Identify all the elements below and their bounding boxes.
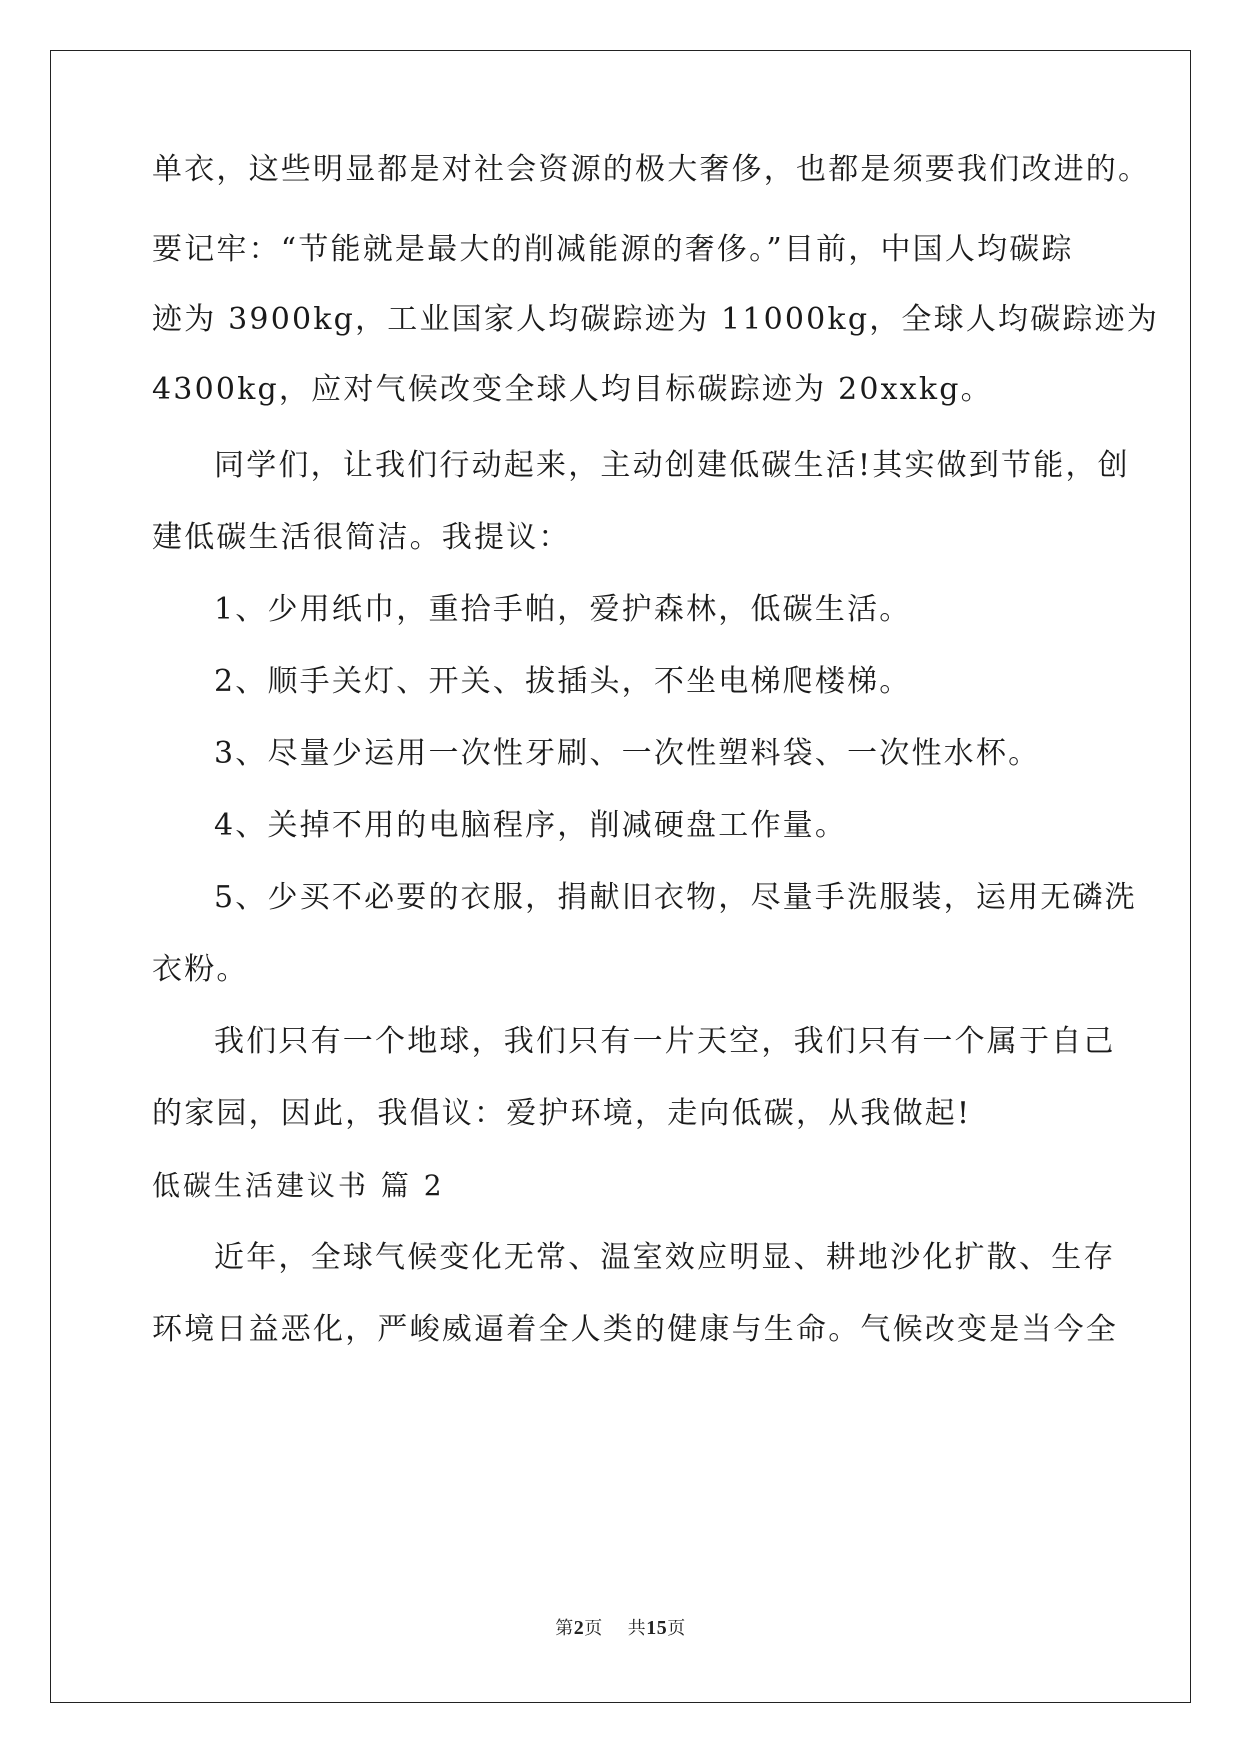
footer-prefix: 第 [555,1618,574,1639]
total-page-number: 15 [646,1617,668,1639]
list-item: 1、少用纸巾，重拾手帕，爱护森林，低碳生活。 [214,592,912,627]
text-line: 单衣，这些明显都是对社会资源的极大奢侈，也都是须要我们改进的。 [152,152,1151,187]
footer-mid: 页 共 [584,1618,647,1639]
footer-suffix: 页 [667,1618,686,1639]
list-item: 5、少买不必要的衣服，捐献旧衣物，尽量手洗服装，运用无磷洗 [214,880,1137,915]
paragraph-line: 近年，全球气候变化无常、温室效应明显、耕地沙化扩散、生存 [214,1240,1116,1275]
list-item: 3、尽量少运用一次性牙刷、一次性塑料袋、一次性水杯。 [214,736,1041,771]
text-line: 环境日益恶化，严峻威逼着全人类的健康与生命。气候改变是当今全 [152,1312,1118,1347]
text-line: 要记牢：“节能就是最大的削减能源的奢侈。”目前，中国人均碳踪 [152,232,1074,267]
page-frame [50,50,1191,1703]
list-item: 2、顺手关灯、开关、拔插头，不坐电梯爬楼梯。 [214,664,912,699]
current-page-number: 2 [573,1617,585,1639]
text-line: 的家园，因此，我倡议：爱护环境，走向低碳，从我做起! [152,1096,972,1131]
paragraph-line: 我们只有一个地球，我们只有一片天空，我们只有一个属于自己 [214,1024,1116,1059]
text-line: 建低碳生活很简洁。我提议： [152,520,571,555]
paragraph-line: 同学们，让我们行动起来，主动创建低碳生活!其实做到节能，创 [214,448,1130,483]
list-item: 4、关掉不用的电脑程序，削减硬盘工作量。 [214,808,848,843]
page-footer [0,1614,1241,1640]
text-line: 4300kg，应对气候改变全球人均目标碳踪迹为 20xxkg。 [152,372,993,407]
text-line: 迹为 3900kg，工业国家人均碳踪迹为 11000kg，全球人均碳踪迹为 [152,302,1160,337]
section-heading: 低碳生活建议书 篇 2 [152,1169,445,1202]
text-line: 衣粉。 [152,952,249,987]
